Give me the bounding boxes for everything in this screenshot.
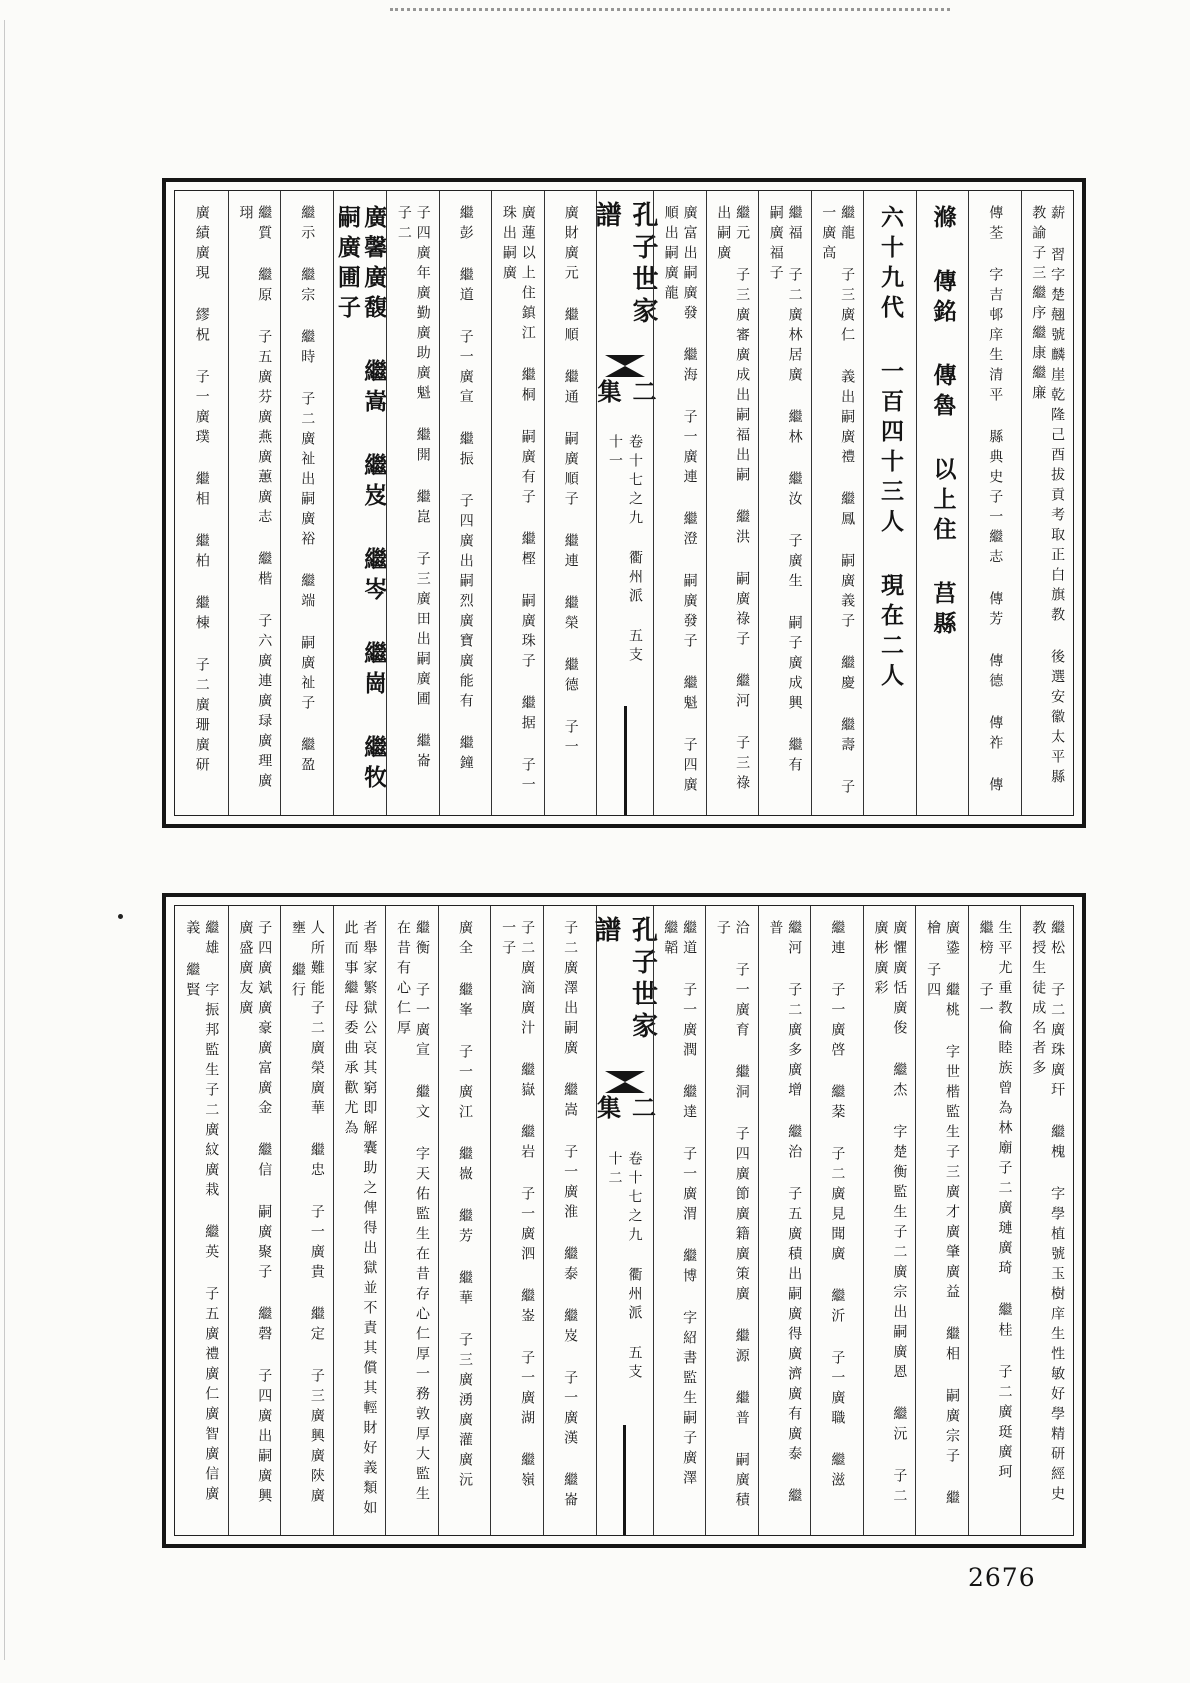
genealogy-entry-text: 廣蓮以上住鎮江 繼桐 嗣廣有子 繼樫 嗣廣珠子 繼据 子一珠出嗣廣 xyxy=(500,205,536,797)
spine-rule xyxy=(623,1425,626,1535)
genealogy-entry-text: 繼彭 繼道 子一廣宣 繼振 子四廣出嗣烈廣寶廣能有 繼鐘 xyxy=(457,205,474,775)
genealogy-entry-text: 生平尤重教倫睦族曾為林廟子二廣璉廣琦 繼桂 子二廣珽廣珂 繼榜 子一 xyxy=(977,920,1013,1506)
fish-tail-mark-icon xyxy=(605,355,645,375)
genealogy-column xyxy=(280,906,333,1535)
genealogy-column xyxy=(653,906,706,1535)
genealogy-entry-text: 傳荃 字吉邨庠生清平 縣典史子一繼志 傳芳 傳德 傳祚 傳 xyxy=(987,205,1004,797)
spine-column xyxy=(591,191,659,815)
genealogy-column xyxy=(863,191,916,815)
genealogy-entry-text: 子四廣年廣勤廣助廣魁 繼開 繼崑 子三廣田出嗣廣圃 繼崙 子二 xyxy=(395,205,431,795)
page-panel-top xyxy=(162,178,1086,828)
genealogy-entry-text: 子二廣澤出嗣廣 繼嵩 子一廣淮 繼泰 繼岌 子一廣漢 繼崙 xyxy=(562,920,579,1512)
genealogy-column xyxy=(280,191,333,815)
genealogy-entry-text: 繼質 繼原 子五廣芬廣燕廣蕙廣志 繼楷 子六廣連廣琭廣理廣珝 xyxy=(237,205,273,793)
genealogy-entry-text: 者舉家繁獄公哀其窮即解囊助之俾得出獄並不責其償其輕財好義類如此而事繼母委曲承歡尤為 xyxy=(342,920,378,1520)
page-number: 2676 xyxy=(968,1563,1036,1592)
genealogy-entry-text: 繼連 子一廣啓 繼棻 子二廣見聞廣 繼沂 子一廣職 繼滋 xyxy=(829,920,846,1492)
genealogy-entry-text: 繼道 子一廣潤 繼達 子一廣渭 繼博 字紹書監生嗣子廣澤 繼韜 xyxy=(662,920,698,1512)
genealogy-column xyxy=(333,191,388,829)
genealogy-entry-text: 廣績廣現 繆柷 子一廣璞 繼相 繼柏 繼棟 子二廣珊廣研 xyxy=(193,205,210,777)
genealogy-entry-text: 繼元 子三廣審廣成出嗣福出嗣 繼洪 嗣廣祿子 繼河 子三祿出嗣廣 xyxy=(715,205,751,795)
genealogy-entry-text: 廣財廣元 繼順 繼通 嗣廣順子 繼連 繼榮 繼德 子一 xyxy=(562,205,579,759)
genealogy-entry-text: 洽 子一廣育 繼洞 子四廣節廣籍廣策廣 繼源 繼普 嗣廣積子 xyxy=(714,920,750,1512)
genealogy-column xyxy=(916,191,969,815)
genealogy-column xyxy=(810,906,863,1535)
genealogy-column xyxy=(1021,191,1074,815)
genealogy-column xyxy=(438,906,491,1535)
genealogy-column xyxy=(439,191,492,815)
spine-column xyxy=(590,906,658,1535)
spine-title: 孔子世家譜 xyxy=(591,201,659,329)
genealogy-column xyxy=(175,906,228,1535)
genealogy-column xyxy=(490,906,543,1535)
genealogy-entry-text: 廣鍌 繼桃 字世楷監生子三廣才廣肇廣益 繼相 嗣廣宗子 繼檜 子四 xyxy=(925,920,960,1510)
genealogy-column xyxy=(758,191,811,815)
scan-top-artifact xyxy=(390,8,950,21)
genealogy-column xyxy=(228,906,281,1535)
genealogy-column xyxy=(863,906,916,1535)
genealogy-column xyxy=(1020,906,1073,1535)
genealogy-entry-text: 繼福 子二廣林居廣 繼林 繼汝 子廣生 嗣子廣成興 繼有 嗣廣福子 xyxy=(767,205,803,799)
genealogy-entry-text: 繼龍 子三廣仁 義出嗣廣禮 繼鳳 嗣廣義子 繼慶 繼壽 子一廣高 xyxy=(820,205,856,799)
column-grid-top xyxy=(174,190,1074,829)
genealogy-column xyxy=(653,191,706,815)
genealogy-entry-text: 薪 習字楚翹號麟崖乾隆己酉拔貢考取正白旗教 後選安徽太平縣教諭子三繼序繼康繼廉 xyxy=(1030,205,1066,789)
genealogy-column xyxy=(811,191,864,815)
spine-section-info: 卷十七之九 衢州派 五支 十一 xyxy=(607,434,644,667)
genealogy-column xyxy=(386,191,439,815)
genealogy-column xyxy=(385,906,438,1535)
spine-section-info: 卷十七之九 衢州派 五支 十二 xyxy=(606,1150,643,1383)
genealogy-entry-text: 廣富出嗣廣發 繼海 子一廣連 繼澄 嗣廣發子 繼魁 子四廣順出嗣廣龍 xyxy=(662,205,698,797)
scan-speck xyxy=(118,914,123,919)
genealogy-entry-text: 廣馨廣馥 繼嵩 繼岌 繼岑 繼崗 繼牧 嗣廣圃子 xyxy=(333,205,388,829)
genealogy-entry-text: 人所難能子二廣榮廣華 繼忠 子一廣貴 繼定 子三廣興廣陝廣壅 繼行 xyxy=(289,920,325,1508)
genealogy-entry-text: 繼松 子二廣珠廣玕 繼槐 字學植號玉樹庠生性敏好學精研經史教授生徒成名者多 xyxy=(1030,920,1066,1506)
fish-tail-mark-icon xyxy=(605,1071,645,1091)
genealogy-entry-text: 繼河 子二廣多廣增 繼治 子五廣積出嗣廣得廣濟廣有廣泰 繼普 xyxy=(767,920,803,1508)
genealogy-column xyxy=(705,906,758,1535)
scan-edge-line xyxy=(4,20,5,1660)
genealogy-entry-text: 廣懼廣恬廣俊 繼杰 字楚衡監生子二廣宗出嗣廣恩 繼沅 子二廣彬廣彩 xyxy=(872,920,908,1508)
genealogy-column xyxy=(175,191,227,815)
genealogy-column xyxy=(491,191,544,815)
genealogy-column xyxy=(968,191,1021,815)
genealogy-entry-text: 繼雄 字振邦監生子二廣紋廣栽 繼英 子五廣禮廣仁廣智廣信廣義 繼賢 xyxy=(184,920,220,1506)
spine-title: 孔子世家譜 xyxy=(590,916,658,1044)
genealogy-column xyxy=(333,906,386,1535)
spine-rule xyxy=(624,706,627,815)
genealogy-entry-text: 繼示 繼宗 繼時 子二廣祉出嗣廣裕 繼端 嗣廣祉子 繼盈 xyxy=(299,205,316,777)
page-panel-bottom xyxy=(162,893,1086,1548)
genealogy-column xyxy=(968,906,1021,1535)
genealogy-entry-text: 繼衡 子一廣宣 繼文 字天佑監生在昔存心仁厚一務敦厚大監生在昔有心仁厚 xyxy=(395,920,430,1506)
genealogy-entry-text: 六十九代 一百四十三人 現在二人 xyxy=(876,205,904,693)
genealogy-entry-text: 滌 傳銘 傳魯 以上住 莒縣 xyxy=(929,205,957,641)
column-grid-bottom xyxy=(174,905,1074,1536)
spine-volume: 二集 xyxy=(593,379,658,408)
genealogy-entry-text: 子四廣斌廣豪廣富廣金 繼信 嗣廣聚子 繼磬 子四廣出嗣廣興廣盛廣友廣 xyxy=(237,920,273,1508)
genealogy-column xyxy=(915,906,968,1535)
genealogy-column xyxy=(228,191,281,815)
genealogy-column xyxy=(706,191,759,815)
spine-volume: 二集 xyxy=(592,1095,657,1124)
genealogy-entry-text: 子二廣滴廣汁 繼嶽 繼岩 子一廣泗 繼崟 子一廣湖 繼嶺 一子 xyxy=(500,920,536,1514)
genealogy-entry-text: 廣全 繼峯 子一廣江 繼嶶 繼芳 繼華 子三廣湧廣灌廣沅 xyxy=(457,920,474,1492)
genealogy-column xyxy=(758,906,811,1535)
